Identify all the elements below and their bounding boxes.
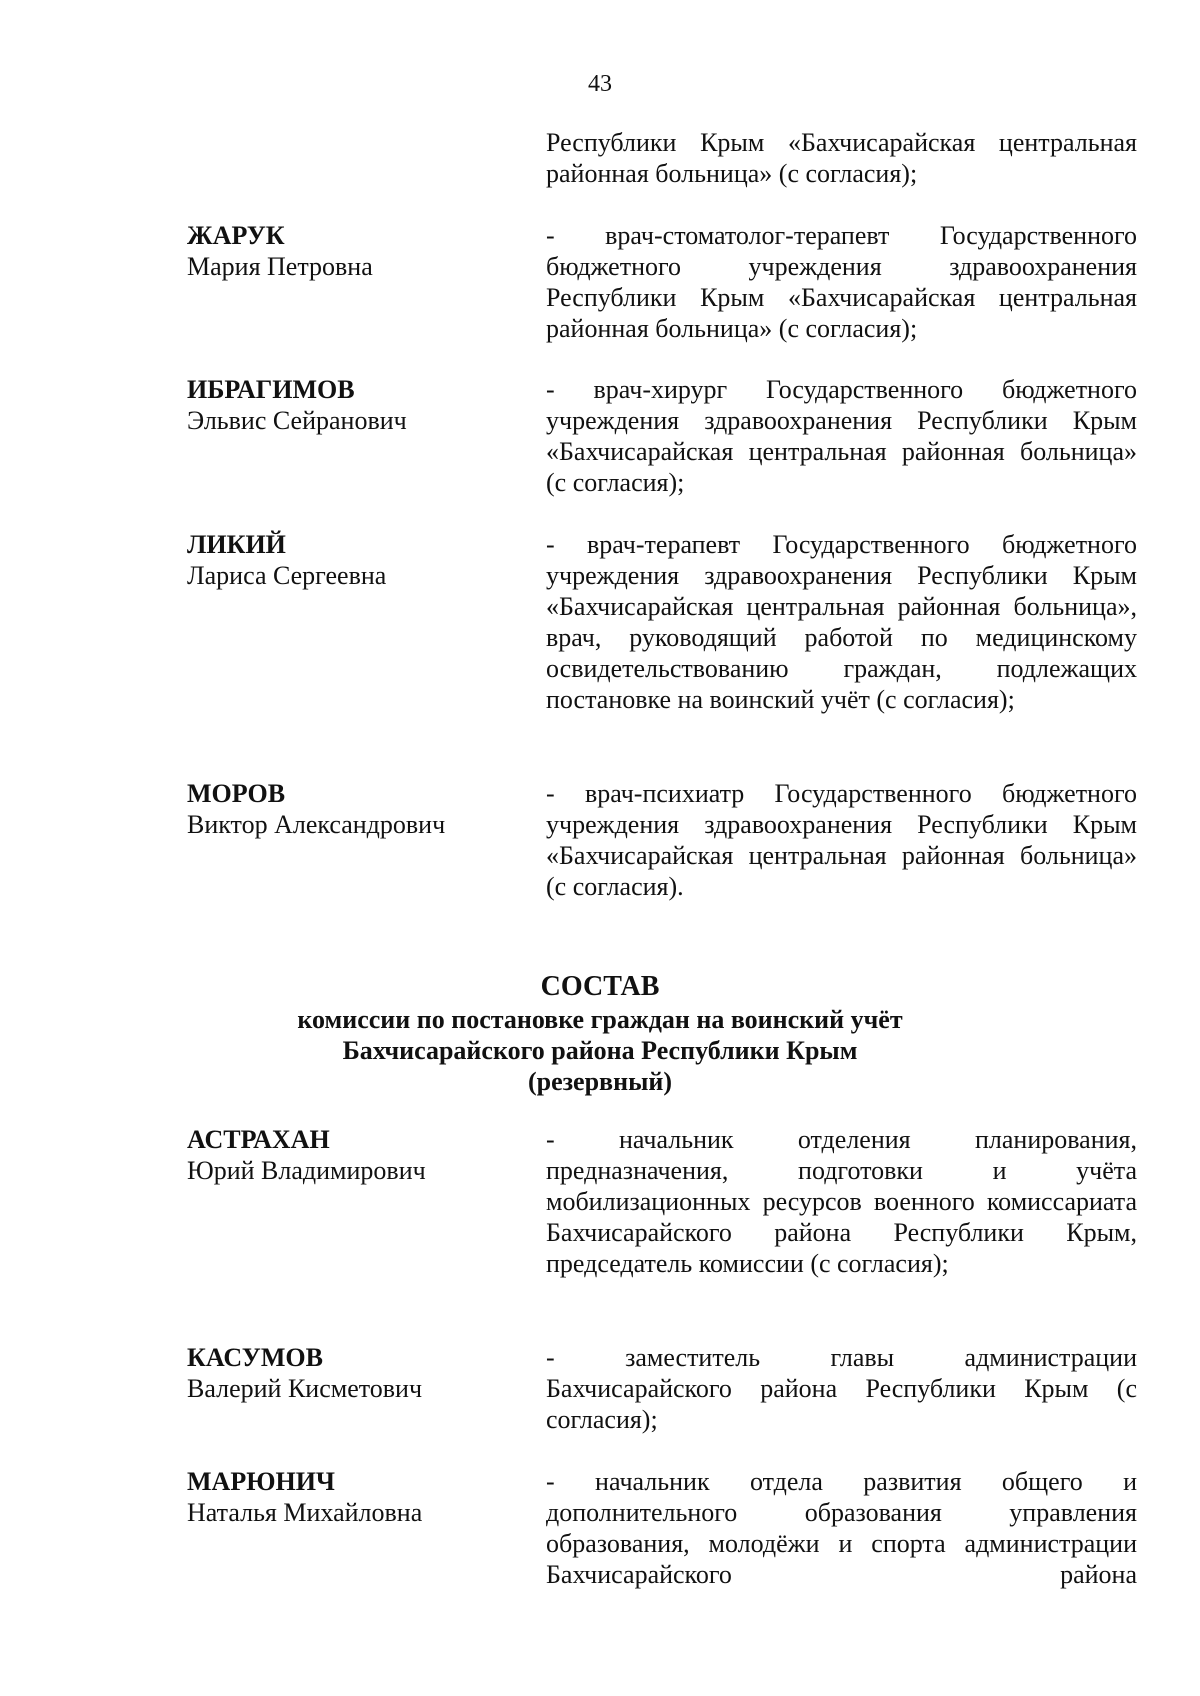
member-person <box>187 529 517 591</box>
section-subtitle-line: (резервный) <box>527 1067 673 1096</box>
member-position: - врач-стоматолог-терапевт Государственного бюджетного учреждения здравоохранения Республики Крым «Бахчисарайская центральная районная больница» (с согласия); <box>546 221 1137 343</box>
member-surname: ЖАРУК <box>187 221 285 250</box>
member-given-names: Наталья Михайловна <box>187 1498 423 1527</box>
member-position: - заместитель главы администрации Бахчисарайского района Республики Крым (с согласия); <box>546 1343 1137 1434</box>
member-surname: ЛИКИЙ <box>187 530 286 559</box>
member-position: - начальник отдела развития общего и дополнительного образования управления образования, молодёжи и спорта администрации Бахчисарайского района <box>546 1467 1137 1589</box>
member-person <box>187 1466 517 1528</box>
member-person <box>187 1124 517 1186</box>
section-title: СОСТАВ <box>540 971 660 1002</box>
member-person <box>187 1342 517 1404</box>
member-person <box>187 220 517 282</box>
member-surname: АСТРАХАН <box>187 1125 330 1154</box>
member-given-names: Мария Петровна <box>187 252 373 281</box>
member-given-names: Эльвис Сейранович <box>187 406 407 435</box>
member-surname: МОРОВ <box>187 779 286 808</box>
reserve-section-heading <box>0 970 1200 1097</box>
member-given-names: Юрий Владимирович <box>187 1156 426 1185</box>
page-number: 43 <box>588 71 612 97</box>
member-given-names: Валерий Кисметович <box>187 1374 423 1403</box>
member-surname: ИБРАГИМОВ <box>187 375 355 404</box>
member-surname: КАСУМОВ <box>187 1343 323 1372</box>
member-given-names: Виктор Александрович <box>187 810 446 839</box>
member-position: - врач-хирург Государственного бюджетного учреждения здравоохранения Республики Крым «Бахчисарайская центральная районная больница» (с согласия); <box>546 375 1137 497</box>
member-surname: МАРЮНИЧ <box>187 1467 336 1496</box>
member-position: - врач-терапевт Государственного бюджетного учреждения здравоохранения Республики Крым «Бахчисарайская центральная районная больница», врач, руководящий работой по медицинскому освидетельствованию граждан, подлежащих постановке на воинский учёт (с согласия); <box>546 530 1137 714</box>
section-subtitle-line: Бахчисарайского района Республики Крым <box>342 1036 858 1065</box>
member-position: - начальник отделения планирования, предназначения, подготовки и учёта мобилизационных ресурсов военного комиссариата Бахчисарайского района Республики Крым, председатель комиссии (с согласия); <box>546 1125 1137 1278</box>
member-position: - врач-психиатр Государственного бюджетного учреждения здравоохранения Республики Крым «Бахчисарайская центральная районная больница» (с согласия). <box>546 779 1137 901</box>
continued-position-text: Республики Крым «Бахчисарайская центральная районная больница» (с согласия); <box>546 128 1137 188</box>
member-given-names: Лариса Сергеевна <box>187 561 387 590</box>
member-person <box>187 778 517 840</box>
member-person <box>187 374 517 436</box>
section-subtitle-line: комиссии по постановке граждан на воинский учёт <box>297 1005 903 1034</box>
